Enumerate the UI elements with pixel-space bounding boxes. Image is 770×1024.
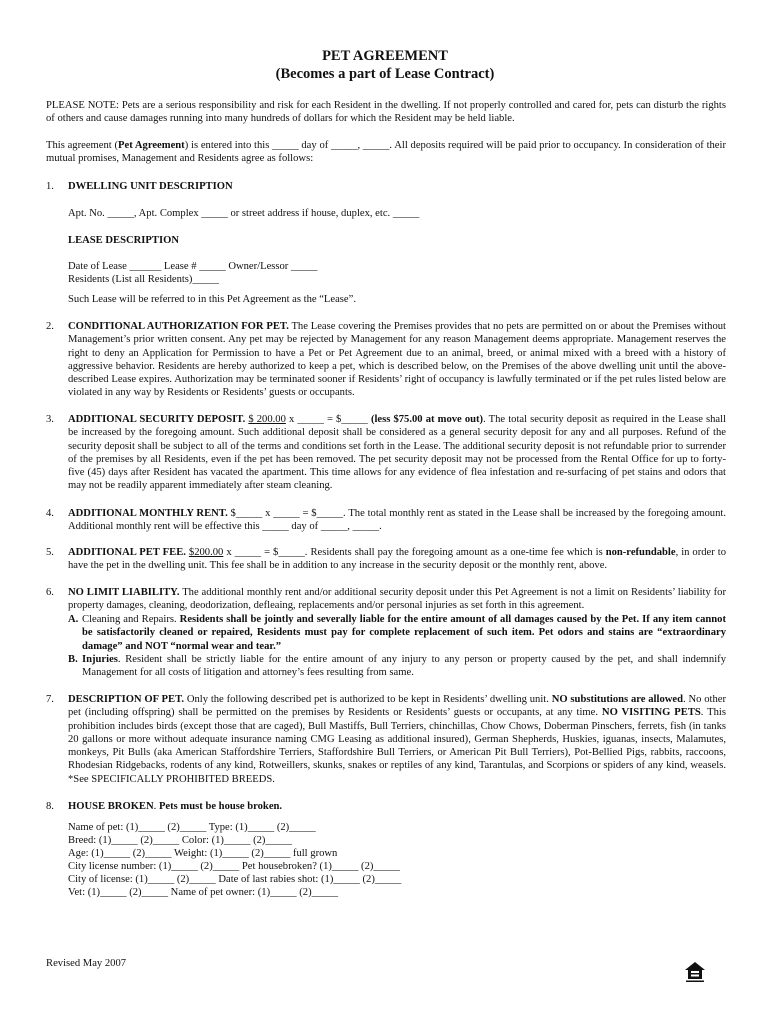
section-6-item-b: B. Injuries. Resident shall be strictly liable for the entire amount of any injury to any person or property caused by the pet, and shall indemnify Management for all costs of litigation and attorney’s fees resulting from same. <box>68 654 726 679</box>
lease-line-2: Residents (List all Residents)_____ <box>68 274 219 285</box>
lease-line-3: Such Lease will be referred to in this Pet Agreement as the “Lease”. <box>68 294 356 305</box>
lease-heading: LEASE DESCRIPTION <box>68 235 179 246</box>
pet-info-line: City license number: (1)_____ (2)_____ Pet housebroken? (1)_____ (2)_____ <box>68 861 400 872</box>
section-8-heading: HOUSE BROKEN <box>68 801 154 812</box>
title-line-2: (Becomes a part of Lease Contract) <box>275 66 495 82</box>
equal-housing-opportunity-icon <box>684 961 706 983</box>
title-line-1: PET AGREEMENT <box>322 48 448 64</box>
agreement-intro: This agreement (Pet Agreement) is entered into this _____ day of _____, _____. All deposits required will be paid prior to occupancy. In consideration of their mutual promises, Management and Residents agree as follows: <box>46 140 726 165</box>
section-2: 2. CONDITIONAL AUTHORIZATION FOR PET. The Lease covering the Premises provides that no pets are permitted on or about the Premises without Management’s prior written consent. Any pet may be rejected by Management for any reason Management deems appropriate. Management reserves the right to deny an Application for Permission to have a Pet or Pet Agreement due to an animal, breed, or animal mixed with a breed with a history of aggressive behavior. Residents are hereby authorized to keep a pet, which is described below, on the Premises of the above dwelling unit until the above-described Lease expires. Authorization may be terminated sooner if Residents’ right of occupancy is lawfully terminated or if the pet rules listed below are violated in any way by Residents or Residents’ guests or occupants. <box>46 321 726 399</box>
section-8: 8. HOUSE BROKEN. Pets must be house broken. <box>46 801 283 812</box>
apt-line: Apt. No. _____, Apt. Complex _____ or street address if house, duplex, etc. _____ <box>68 208 420 219</box>
section-1-heading: DWELLING UNIT DESCRIPTION <box>68 181 233 192</box>
please-note: PLEASE NOTE: Pets are a serious responsibility and risk for each Resident in the dwelling. If not properly controlled and cared for, pets can disturb the rights of others and cause damages running into many hundreds of dollars for which the Resident may be held liable. <box>46 100 726 125</box>
lease-line-1: Date of Lease ______ Lease # _____ Owner/Lessor _____ <box>68 261 318 272</box>
section-6: 6. NO LIMIT LIABILITY. The additional monthly rent and/or additional security deposit under this Pet Agreement is not a limit on Residents’ liability for property damages, cleaning, deodorization, defleaing, replacements and/or personal injuries as set forth in this agreement. <box>46 587 726 612</box>
pet-info-line: Breed: (1)_____ (2)_____ Color: (1)_____ (2)_____ <box>68 835 292 846</box>
section-6-item-a: A. Cleaning and Repairs. Residents shall be jointly and severally liable for the entire amount of all damages caused by the Pet. If any item cannot be satisfactorily cleaned or repaired, Residents must pay for complete replacement of such item. Pet odors and stains are “extraordinary damage” and NOT “normal wear and tear.” <box>68 614 726 652</box>
pet-info-line: Vet: (1)_____ (2)_____ Name of pet owner: (1)_____ (2)_____ <box>68 887 339 898</box>
section-2-heading: CONDITIONAL AUTHORIZATION FOR PET. <box>68 321 289 332</box>
section-6-heading: NO LIMIT LIABILITY. <box>68 587 180 598</box>
revision-footer: Revised May 2007 <box>46 958 127 969</box>
section-7: 7. DESCRIPTION OF PET. Only the following described pet is authorized to be kept in Residents’ dwelling unit. NO substitutions are allowed. No other pet (including offspring) shall be permitted on the premises by Residents or Residents’ guests or occupants, at any time. NO VISITING PETS. This prohibition includes birds (except those that are caged), Bull Mastiffs, Bull Terriers, chinchillas, Chow Chows, Doberman Pinschers, ferrets, fish (in tanks 20 gallons or more without adequate insurance naming CMG Leasing as additional insured), German Shepherds, Huskies, iguanas, insects, Malamutes, monkeys, Pit Bulls (aka American Staffordshire Terriers, Staffordshire Bull Terriers, or American Pit Bull Terriers), Pot-Bellied Pigs, rabbits, raccoons, Rhodesian Ridgebacks, rodents of any kind, Rotweillers, skunks, snakes or reptiles of any kind, Tarantulas, and Scorpions or spiders of any kind, weasels. *See SPECIFICALLY PROHIBITED BREEDS. <box>46 694 726 785</box>
pet-info-line: Name of pet: (1)_____ (2)_____ Type: (1)_____ (2)_____ <box>68 822 316 833</box>
section-7-heading: DESCRIPTION OF PET. <box>68 694 184 705</box>
pet-info-line: Age: (1)_____ (2)_____ Weight: (1)_____ (2)_____ full grown <box>68 848 338 859</box>
pet-info-line: City of license: (1)_____ (2)_____ Date of last rabies shot: (1)_____ (2)_____ <box>68 874 402 885</box>
section-5-heading: ADDITIONAL PET FEE. <box>68 547 186 558</box>
section-3: 3. ADDITIONAL SECURITY DEPOSIT. $ 200.00 x _____ = $_____ (less $75.00 at move out). The total security deposit as required in the Lease shall be increased by the foregoing amount. Such additional deposit shall be considered as a general security deposit for any and all purposes. Refund of the security deposit shall be subject to all of the terms and conditions set forth in the Lease. The additional security deposit is not refundable prior to surrender of the premises by all Residents, even if the pet has been removed. The pet security deposit may not be processed from the Rental Office for up to forty-five (45) days after Resident has vacated the apartment. This time allows for any evidence of flea infestation and re-surfacing of pet stains and odors that may not be readily apparent immediately after steam cleaning. <box>46 414 727 492</box>
section-1: 1. DWELLING UNIT DESCRIPTION <box>46 181 233 192</box>
section-4: 4. ADDITIONAL MONTHLY RENT. $_____ x _____ = $_____. The total monthly rent as stated in the Lease shall be increased by the foregoing amount. Additional monthly rent will be effective this _____ day of _____, _____. <box>46 508 726 533</box>
section-3-heading: ADDITIONAL SECURITY DEPOSIT. <box>68 414 246 425</box>
section-4-heading: ADDITIONAL MONTHLY RENT. <box>68 508 228 519</box>
section-5: 5. ADDITIONAL PET FEE. $200.00 x _____ = $_____. Residents shall pay the foregoing amount as a one-time fee which is non-refundable, in order to have the pet in the dwelling unit. This fee shall be in addition to any increase in the security deposit or the monthly rent, above. <box>46 547 726 572</box>
